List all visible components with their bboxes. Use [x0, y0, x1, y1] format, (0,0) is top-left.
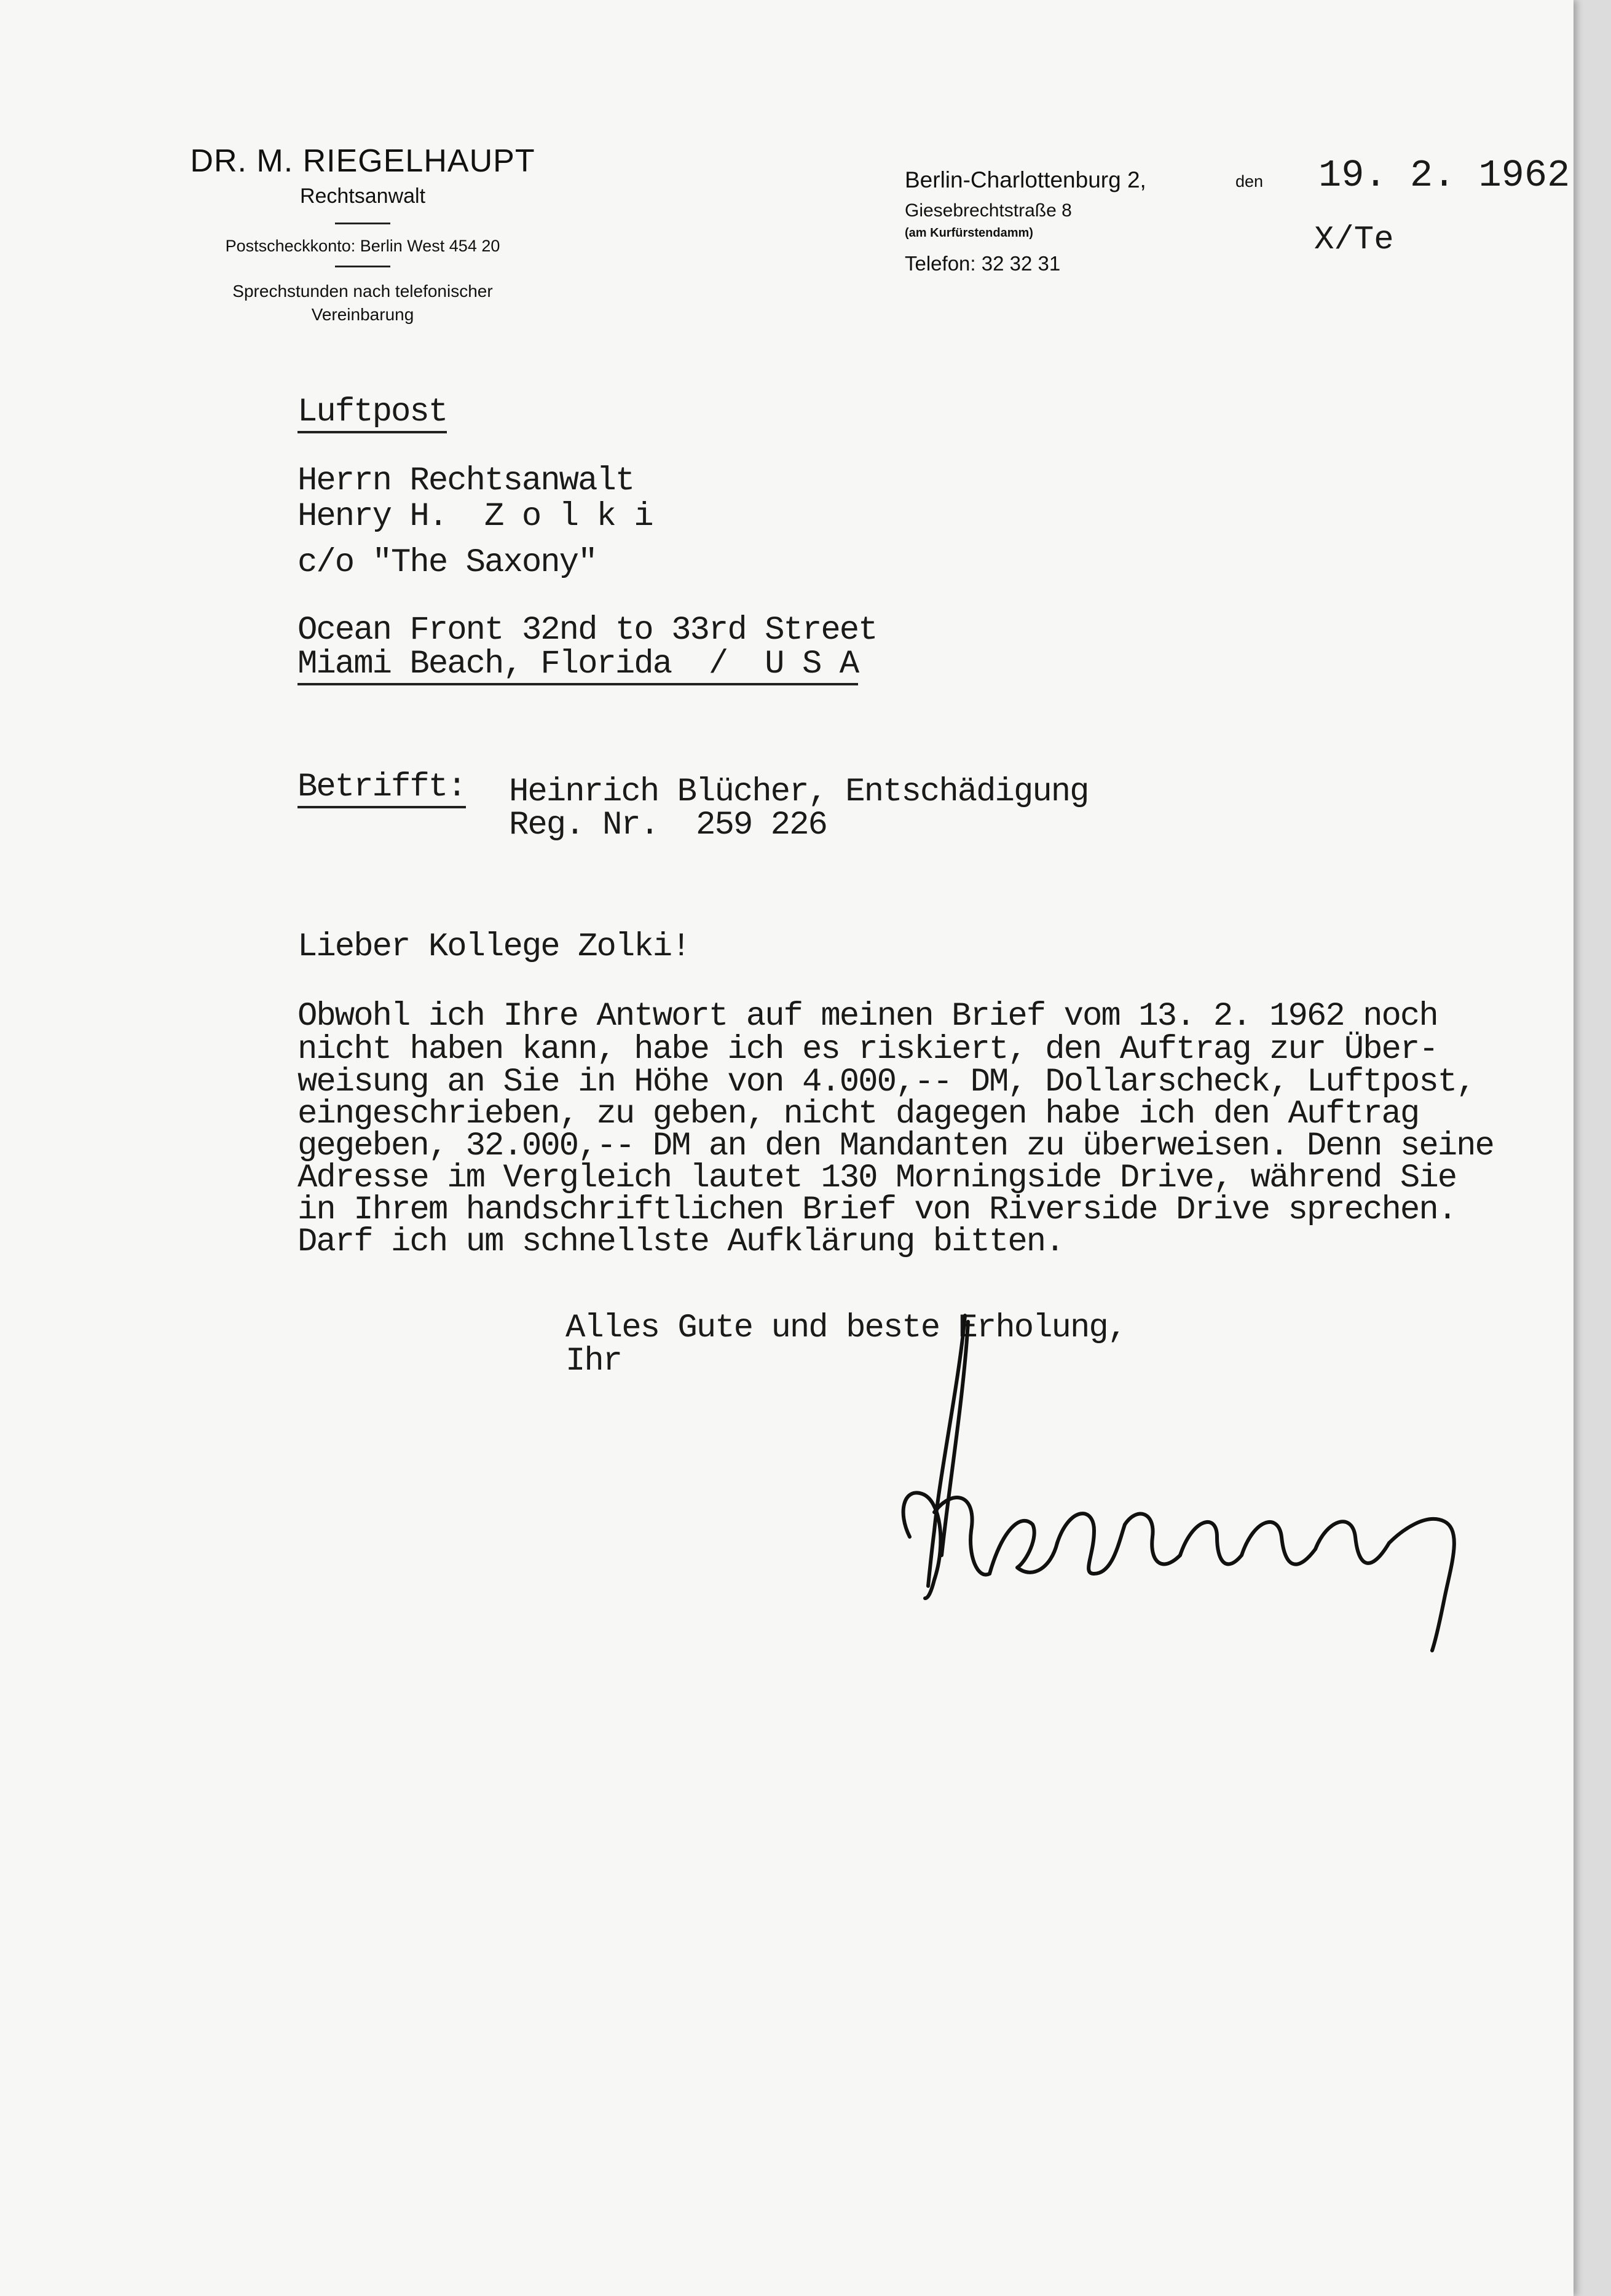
letterhead-postscheck: Postscheckkonto: Berlin West 454 20 [225, 237, 500, 255]
letterhead-address-note: (am Kurfürstendamm) [905, 226, 1033, 240]
mail-class: Luftpost [297, 393, 447, 433]
body-line: eingeschrieben, zu geben, nicht dagegen habe ich den Auftrag [297, 1095, 1419, 1133]
letterhead-hours: Sprechstunden nach telefonischer [232, 282, 493, 301]
letterhead-name: DR. M. RIEGELHAUPT [190, 143, 535, 179]
subject-label: Betrifft: [297, 768, 466, 808]
recipient-line: Henry H. Z o l k i [297, 498, 653, 535]
body-line: Darf ich um schnellste Aufklärung bitten. [297, 1223, 1064, 1261]
body-line: Adresse im Vergleich lautet 130 Morningside Drive, während Sie [297, 1159, 1457, 1197]
recipient-line: Herrn Rechtsanwalt [297, 462, 634, 500]
body-line: nicht haben kann, habe ich es riskiert, den Auftrag zur Über- [297, 1031, 1438, 1068]
body-line: in Ihrem handschriftlichen Brief von Riverside Drive sprechen. [297, 1191, 1457, 1229]
recipient-line: Ocean Front 32nd to 33rd Street [297, 612, 877, 649]
subject-line: Heinrich Blücher, Entschädigung [509, 773, 1089, 811]
letterhead-street: Giesebrechtstraße 8 [905, 200, 1072, 221]
letterhead-hours: Vereinbarung [311, 305, 414, 324]
handwritten-signature [873, 1309, 1487, 1654]
letterhead-profession: Rechtsanwalt [299, 184, 426, 208]
salutation: Lieber Kollege Zolki! [297, 928, 690, 966]
letterhead-divider [335, 266, 390, 267]
letter-date: 19. 2. 1962 [1318, 154, 1570, 197]
closing-line: Alles Gute und beste Erholung, [565, 1309, 1127, 1347]
recipient-line: c/o "The Saxony" [297, 544, 597, 582]
letterhead-den: den [1235, 172, 1264, 191]
subject-line: Reg. Nr. 259 226 [509, 807, 827, 844]
recipient-line: Miami Beach, Florida / U S A [297, 645, 858, 685]
body-line: weisung an Sie in Höhe von 4.000,-- DM, Dollarscheck, Luftpost, [297, 1063, 1475, 1101]
reference-code: X/Te [1314, 221, 1394, 259]
body-line: gegeben, 32.000,-- DM an den Mandanten zu überweisen. Denn seine [297, 1127, 1494, 1165]
letterhead-phone: Telefon: 32 32 31 [905, 252, 1061, 275]
body-line: Obwohl ich Ihre Antwort auf meinen Brief vom 13. 2. 1962 noch [297, 998, 1438, 1035]
closing-line: Ihr [565, 1343, 622, 1380]
letterhead-divider [335, 223, 390, 224]
letterhead-city: Berlin-Charlottenburg 2, [905, 167, 1146, 192]
